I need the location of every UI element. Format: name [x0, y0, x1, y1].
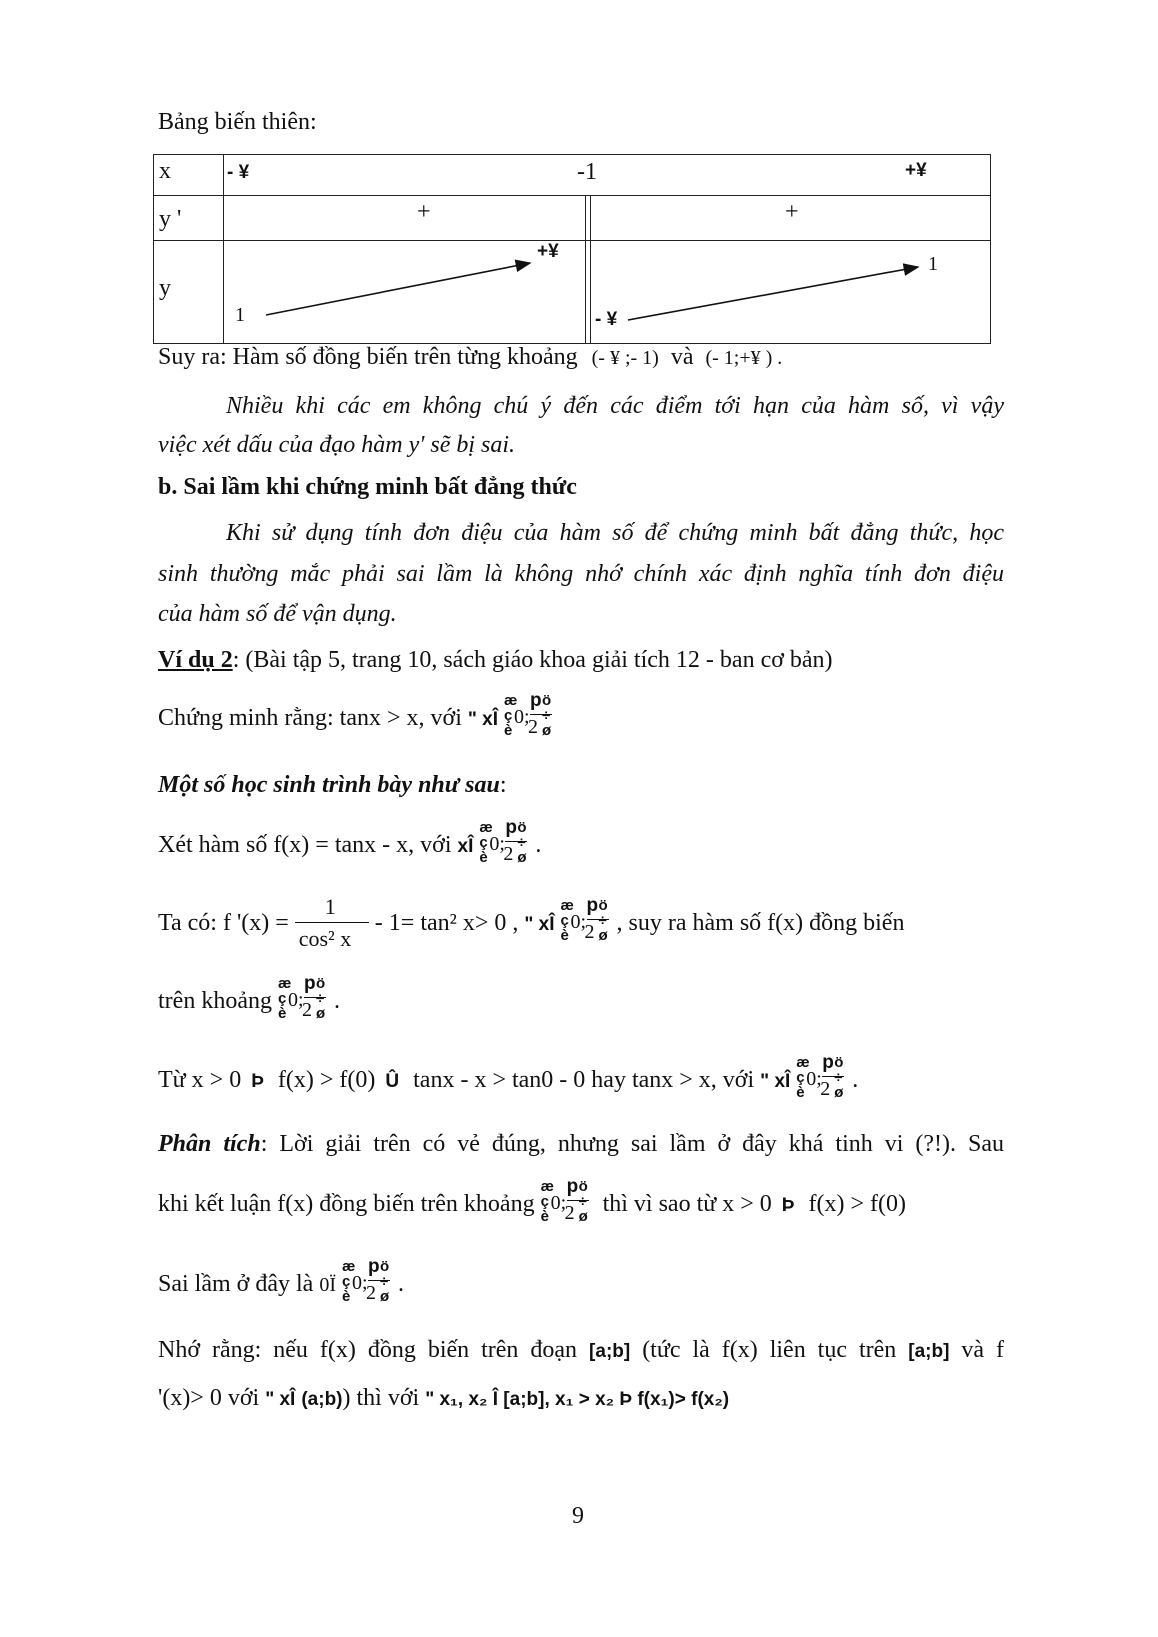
left-paren-glyph: æ ç è [342, 1258, 355, 1306]
students-colon: : [499, 772, 507, 798]
conclusion-text: Suy ra: Hàm số đồng biến trên từng khoảng [158, 344, 578, 370]
fraction-numerator: 1 [324, 894, 336, 920]
zero-glyph: 0; [806, 1068, 822, 1091]
two-glyph: 2 [366, 1282, 376, 1305]
interval-1: (- ¥ ;- 1) [591, 347, 659, 369]
right-paren-glyph: ö ÷ ø [542, 692, 552, 740]
interval-zero-half-pi [560, 895, 617, 946]
two-glyph: 2 [528, 716, 539, 739]
increasing-arrow-right [628, 267, 918, 320]
right-paren-glyph: ö ÷ ø [598, 897, 608, 945]
left-paren-glyph: æ ç è [277, 975, 291, 1023]
on-interval-line [158, 973, 340, 1024]
note-1-line-1: Nhiều khi các em không chú ý đến các điểm tới hạn của hàm số, vì vậy [226, 393, 1004, 419]
students-line [158, 770, 507, 800]
remember-line1-b: (tức là f(x) liên tục trên [642, 1337, 897, 1363]
implies-symbol: Þ [251, 1071, 264, 1092]
example-label: Ví dụ 2 [158, 647, 233, 673]
from-line [158, 1052, 859, 1104]
derivative-lead: Ta có: f '(x) = [158, 910, 289, 936]
analysis-line2-b: thì vì sao từ x > 0 [602, 1191, 772, 1217]
prove-text: Chứng minh rằng: tanx > x, với [158, 705, 462, 731]
right-paren-glyph: ö ÷ ø [315, 975, 326, 1023]
not-in-symbol: 0Ï [319, 1274, 336, 1296]
interval-zero-half-pi [277, 973, 334, 1024]
on-interval-text: trên khoảng [158, 988, 272, 1014]
left-paren-glyph: æ ç è [796, 1054, 809, 1102]
interval-zero-half-pi [796, 1052, 852, 1103]
x-value-minus-infinity: - ¥ [227, 162, 250, 183]
left-paren-glyph: æ ç è [560, 897, 573, 945]
closed-interval: [a;b] [908, 1341, 950, 1362]
left-paren-glyph: æ ç è [479, 819, 492, 867]
students-heading: Một số học sinh trình bày như sau [158, 772, 500, 798]
remember-line2-b: ) thì với [342, 1385, 420, 1411]
x-value-minus-one: -1 [577, 159, 597, 185]
pi-glyph: p [303, 973, 316, 995]
mistake-line [158, 1256, 404, 1307]
mistake-text: Sai lầm ở đây là [158, 1271, 314, 1297]
from-text-1: Từ x > 0 [158, 1067, 242, 1093]
analysis-text: : Lời giải trên có vẻ đúng, nhưng sai lầm ở đây khá tinh vi (?!). Sau [260, 1131, 1005, 1157]
two-glyph: 2 [564, 1202, 575, 1225]
from-end: . [852, 1067, 859, 1093]
y-right-end: 1 [928, 253, 938, 275]
pi-glyph: p [368, 1256, 380, 1278]
interval-zero-half-pi [504, 690, 560, 741]
row-label-y-prime: y ' [159, 206, 182, 232]
interval-zero-half-pi [479, 817, 535, 868]
right-paren-glyph: ö ÷ ø [578, 1178, 588, 1226]
row-label-y: y [159, 275, 171, 301]
section-b-heading: b. Sai lầm khi chứng minh bất đẳng thức [158, 474, 577, 500]
connector: và [670, 344, 694, 370]
zero-glyph: 0; [514, 706, 530, 729]
remember-line-2 [158, 1383, 729, 1415]
interval-zero-half-pi [342, 1256, 398, 1307]
pi-glyph: p [530, 690, 542, 712]
row-label-x: x [159, 158, 171, 184]
zero-glyph: 0; [287, 989, 304, 1012]
pi-glyph: p [505, 817, 517, 839]
table-caption: Bảng biến thiên: [158, 109, 317, 135]
analysis-line2-a: khi kết luận f(x) đồng biến trên khoảng [158, 1191, 535, 1217]
implication-formula: " x₁, x₂ Î [a;b], x₁ > x₂ Þ f(x₁)> f(x₂) [425, 1389, 730, 1410]
analysis-line-1 [158, 1129, 1004, 1159]
consider-end: . [535, 832, 542, 858]
from-text-3: tanx - x > tan0 - 0 hay tanx > x, với [413, 1067, 755, 1093]
left-paren-glyph: æ ç è [540, 1178, 553, 1226]
y-left-start: 1 [235, 304, 245, 326]
y-prime-sign-left: + [417, 199, 431, 225]
on-interval-end: . [333, 988, 340, 1014]
forall-in-symbol: " xÎ [265, 1389, 296, 1410]
derivative-line [158, 895, 904, 953]
y-prime-sign-right: + [785, 199, 799, 225]
y-left-end: +¥ [537, 241, 559, 262]
two-glyph: 2 [301, 999, 312, 1022]
analysis-label: Phân tích [158, 1131, 261, 1157]
left-paren-glyph: æ ç è [504, 692, 517, 740]
x-value-plus-infinity: +¥ [905, 160, 927, 181]
zero-glyph: 0; [489, 833, 505, 856]
derivative-rest-1: - 1= tan² x> 0 , [374, 910, 519, 936]
implies-symbol: Þ [781, 1195, 795, 1216]
fraction-denominator: cos² x [298, 926, 352, 952]
consider-text: Xét hàm số f(x) = tanx - x, với [158, 832, 452, 858]
equivalent-symbol: Û [385, 1071, 400, 1092]
fraction-bar [295, 922, 369, 923]
pi-glyph: p [822, 1052, 834, 1074]
pi-glyph: p [586, 895, 599, 917]
two-glyph: 2 [503, 843, 514, 866]
closed-interval: [a;b] [589, 1341, 631, 1362]
variation-table [153, 154, 991, 344]
consider-line [158, 817, 542, 869]
analysis-line-2 [158, 1176, 906, 1228]
zero-glyph: 0; [570, 911, 587, 934]
note-1-line-2: việc xét dấu của đạo hàm y' sẽ bị sai. [158, 432, 516, 458]
zero-glyph: 0; [352, 1272, 368, 1295]
pi-glyph: p [566, 1176, 579, 1198]
in-symbol: xÎ [457, 836, 474, 857]
analysis-line2-c: f(x) > f(0) [808, 1191, 906, 1217]
note-2-line-3: của hàm số để vận dụng. [158, 601, 397, 627]
zero-glyph: 0; [550, 1192, 567, 1215]
page-number: 9 [572, 1503, 584, 1529]
open-interval: (a;b) [301, 1389, 343, 1410]
interval-zero-half-pi [540, 1176, 597, 1227]
two-glyph: 2 [584, 921, 595, 944]
variation-arrows [153, 154, 991, 344]
right-paren-glyph: ö ÷ ø [380, 1258, 390, 1306]
forall-in-symbol: " xÎ [467, 709, 499, 730]
remember-line1-a: Nhớ rằng: nếu f(x) đồng biến trên đoạn [158, 1337, 578, 1363]
increasing-arrow-left [266, 263, 530, 315]
prove-line [158, 690, 560, 742]
note-2-line-2: sinh thường mắc phải sai lầm là không nhớ chính xác định nghĩa tính đơn điệu [158, 561, 1004, 587]
mistake-end: . [398, 1271, 404, 1297]
right-paren-glyph: ö ÷ ø [517, 819, 527, 867]
example-text: : (Bài tập 5, trang 10, sách giáo khoa giải tích 12 - ban cơ bản) [232, 647, 833, 673]
derivative-fraction [295, 896, 369, 952]
two-glyph: 2 [820, 1078, 831, 1101]
remember-line-1 [158, 1335, 1004, 1367]
right-paren-glyph: ö ÷ ø [834, 1054, 844, 1102]
note-2-line-1: Khi sử dụng tính đơn điệu của hàm số để chứng minh bất đẳng thức, học [226, 520, 1004, 546]
from-text-2: f(x) > f(0) [277, 1067, 376, 1093]
derivative-rest-2: , suy ra hàm số f(x) đồng biến [616, 910, 905, 936]
remember-line1-c: và f [961, 1337, 1005, 1363]
y-right-start: - ¥ [595, 309, 618, 330]
example-line [158, 645, 833, 675]
conclusion-line [158, 342, 782, 373]
interval-2: (- 1;+¥ ) . [705, 347, 783, 369]
forall-in-symbol: " xÎ [524, 914, 555, 935]
remember-line2-a: '(x)> 0 với [158, 1385, 260, 1411]
forall-in-symbol: " xÎ [760, 1071, 791, 1092]
